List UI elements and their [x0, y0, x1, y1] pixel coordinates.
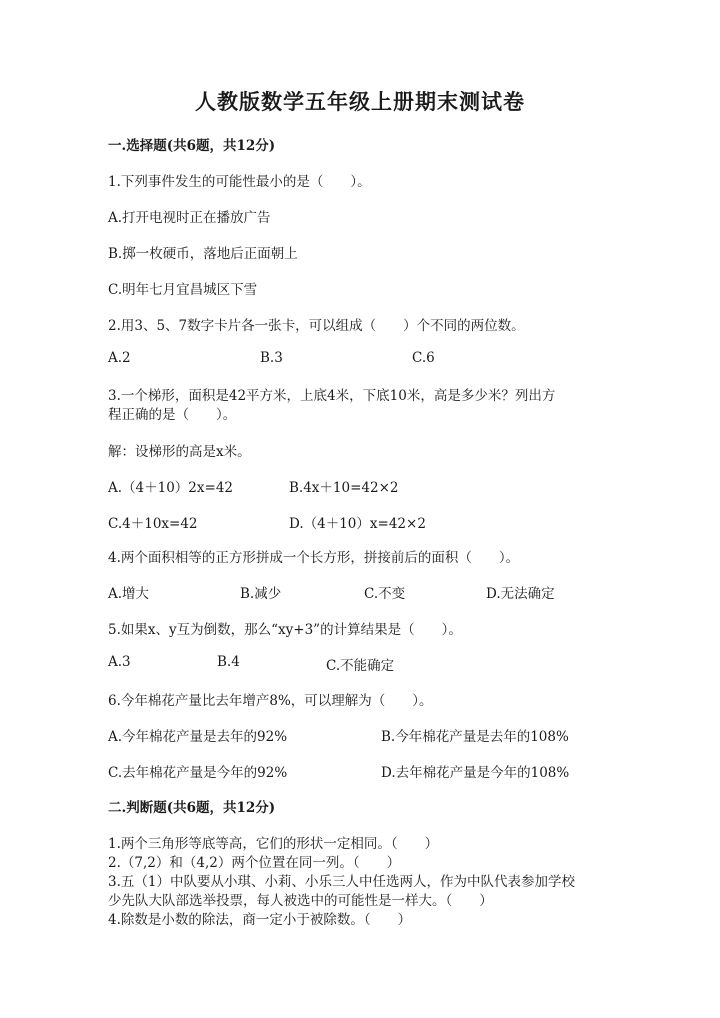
- question-3-option-a: A.（4＋10）2x=42: [108, 480, 234, 496]
- section-1-heading: 一.选择题(共6题，共12分): [108, 138, 276, 154]
- question-6-option-b: B.今年棉花产量是去年的108%: [381, 729, 569, 745]
- question-2-option-a: A.2: [108, 350, 131, 366]
- question-2-option-c: C.6: [412, 350, 435, 366]
- question-1-stem: 1.下列事件发生的可能性最小的是（ ）。: [108, 174, 371, 190]
- question-3-stem-line-2: 程正确的是（ ）。: [108, 407, 237, 423]
- question-6-option-c: C.去年棉花产量是今年的92%: [108, 765, 288, 781]
- question-5-option-b: B.4: [217, 654, 240, 670]
- question-4-stem: 4.两个面积相等的正方形拼成一个长方形，拼接前后的面积（ ）。: [108, 550, 520, 566]
- question-4-option-a: A.增大: [108, 586, 150, 602]
- question-3-option-b: B.4x＋10=42×2: [289, 480, 399, 496]
- question-2-stem: 2.用3、5、7数字卡片各一张卡，可以组成（ ）个不同的两位数。: [108, 318, 525, 334]
- question-6-stem: 6.今年棉花产量比去年增产8%，可以理解为（ ）。: [108, 693, 433, 709]
- judgment-3-line-1: 3.五（1）中队要从小琪、小莉、小乐三人中任选两人，作为中队代表参加学校: [108, 874, 575, 890]
- question-4-option-c: C.不变: [364, 586, 406, 602]
- question-1-option-a: A.打开电视时正在播放广告: [108, 210, 271, 226]
- judgment-1: 1.两个三角形等底等高，它们的形状一定相同。（ ）: [108, 836, 439, 852]
- question-5-option-c: C.不能确定: [326, 658, 395, 674]
- question-3-solution: 解：设梯形的高是x米。: [108, 444, 251, 460]
- question-6-option-d: D.去年棉花产量是今年的108%: [381, 765, 570, 781]
- judgment-3-line-2: 少先队大队部选举投票，每人被选中的可能性是一样大。（ ）: [108, 893, 493, 909]
- question-3-option-c: C.4＋10x=42: [108, 516, 198, 532]
- page-title: 人教版数学五年级上册期末测试卷: [195, 89, 525, 114]
- judgment-2: 2.（7,2）和（4,2）两个位置在同一列。（ ）: [108, 855, 401, 871]
- question-3-stem-line-1: 3.一个梯形，面积是42平方米，上底4米，下底10米，高是多少米？列出方: [108, 388, 556, 404]
- question-4-option-d: D.无法确定: [486, 586, 555, 602]
- question-1-option-b: B.掷一枚硬币，落地后正面朝上: [108, 246, 298, 262]
- question-1-option-c: C.明年七月宜昌城区下雪: [108, 282, 258, 298]
- question-3-option-d: D.（4＋10）x=42×2: [289, 516, 426, 532]
- question-4-option-b: B.减少: [240, 586, 282, 602]
- question-5-option-a: A.3: [108, 654, 131, 670]
- question-6-option-a: A.今年棉花产量是去年的92%: [108, 729, 288, 745]
- section-2-heading: 二.判断题(共6题，共12分): [108, 800, 276, 816]
- question-5-stem: 5.如果x、y互为倒数，那么“xy+3”的计算结果是（ ）。: [108, 622, 462, 638]
- judgment-4: 4.除数是小数的除法，商一定小于被除数。（ ）: [108, 912, 412, 928]
- question-2-option-b: B.3: [260, 350, 283, 366]
